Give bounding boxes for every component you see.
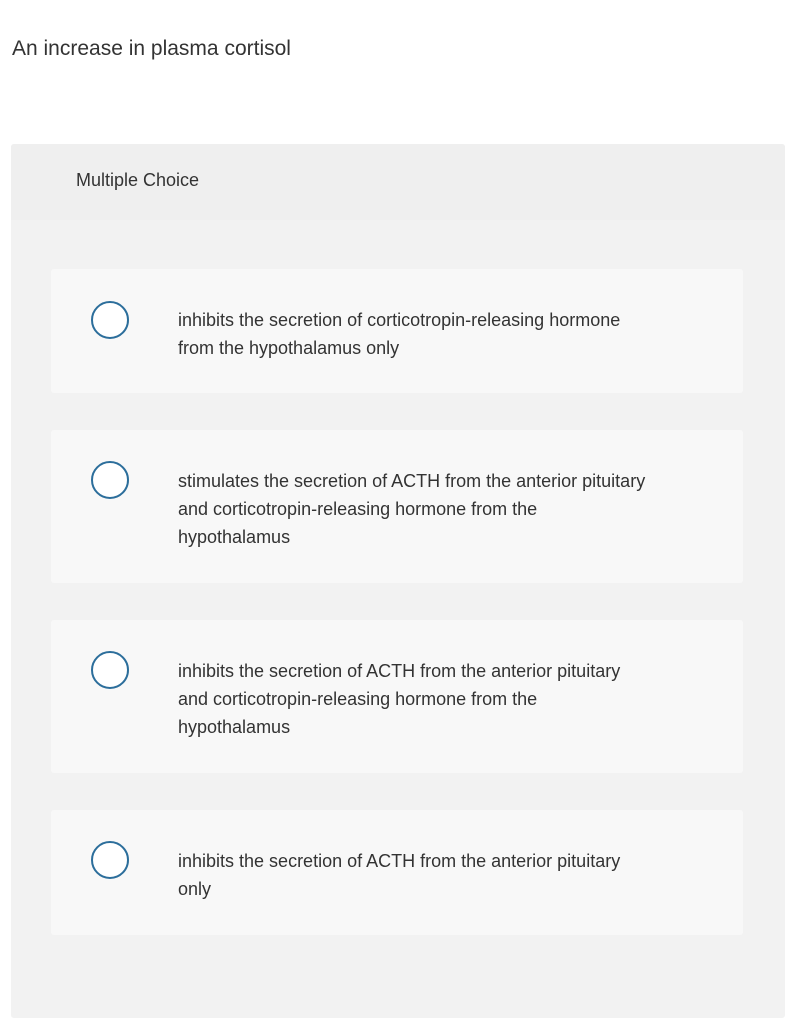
answer-option-1[interactable] xyxy=(51,269,743,393)
answer-option-label: inhibits the secretion of ACTH from the anterior pituitary and corticotropin-releasing hormone from the hypothalamus xyxy=(178,661,621,737)
answer-option-3[interactable] xyxy=(51,620,743,773)
multiple-choice-card xyxy=(11,144,785,1018)
answer-option-2[interactable] xyxy=(51,430,743,583)
radio-button-icon[interactable] xyxy=(91,841,129,879)
multiple-choice-title: Multiple Choice xyxy=(76,170,200,190)
multiple-choice-header xyxy=(11,144,785,220)
radio-button-icon[interactable] xyxy=(91,461,129,499)
radio-button-icon[interactable] xyxy=(91,651,129,689)
radio-button-icon[interactable] xyxy=(91,301,129,339)
question-text: An increase in plasma cortisol xyxy=(12,37,291,60)
answer-option-4[interactable] xyxy=(51,810,743,935)
answer-option-label: inhibits the secretion of ACTH from the anterior pituitary only xyxy=(178,851,621,899)
answer-option-label: inhibits the secretion of corticotropin-releasing hormone from the hypothalamus only xyxy=(178,310,621,358)
answer-option-label: stimulates the secretion of ACTH from the anterior pituitary and corticotropin-releasing hormone from the hypothalamus xyxy=(178,471,646,547)
